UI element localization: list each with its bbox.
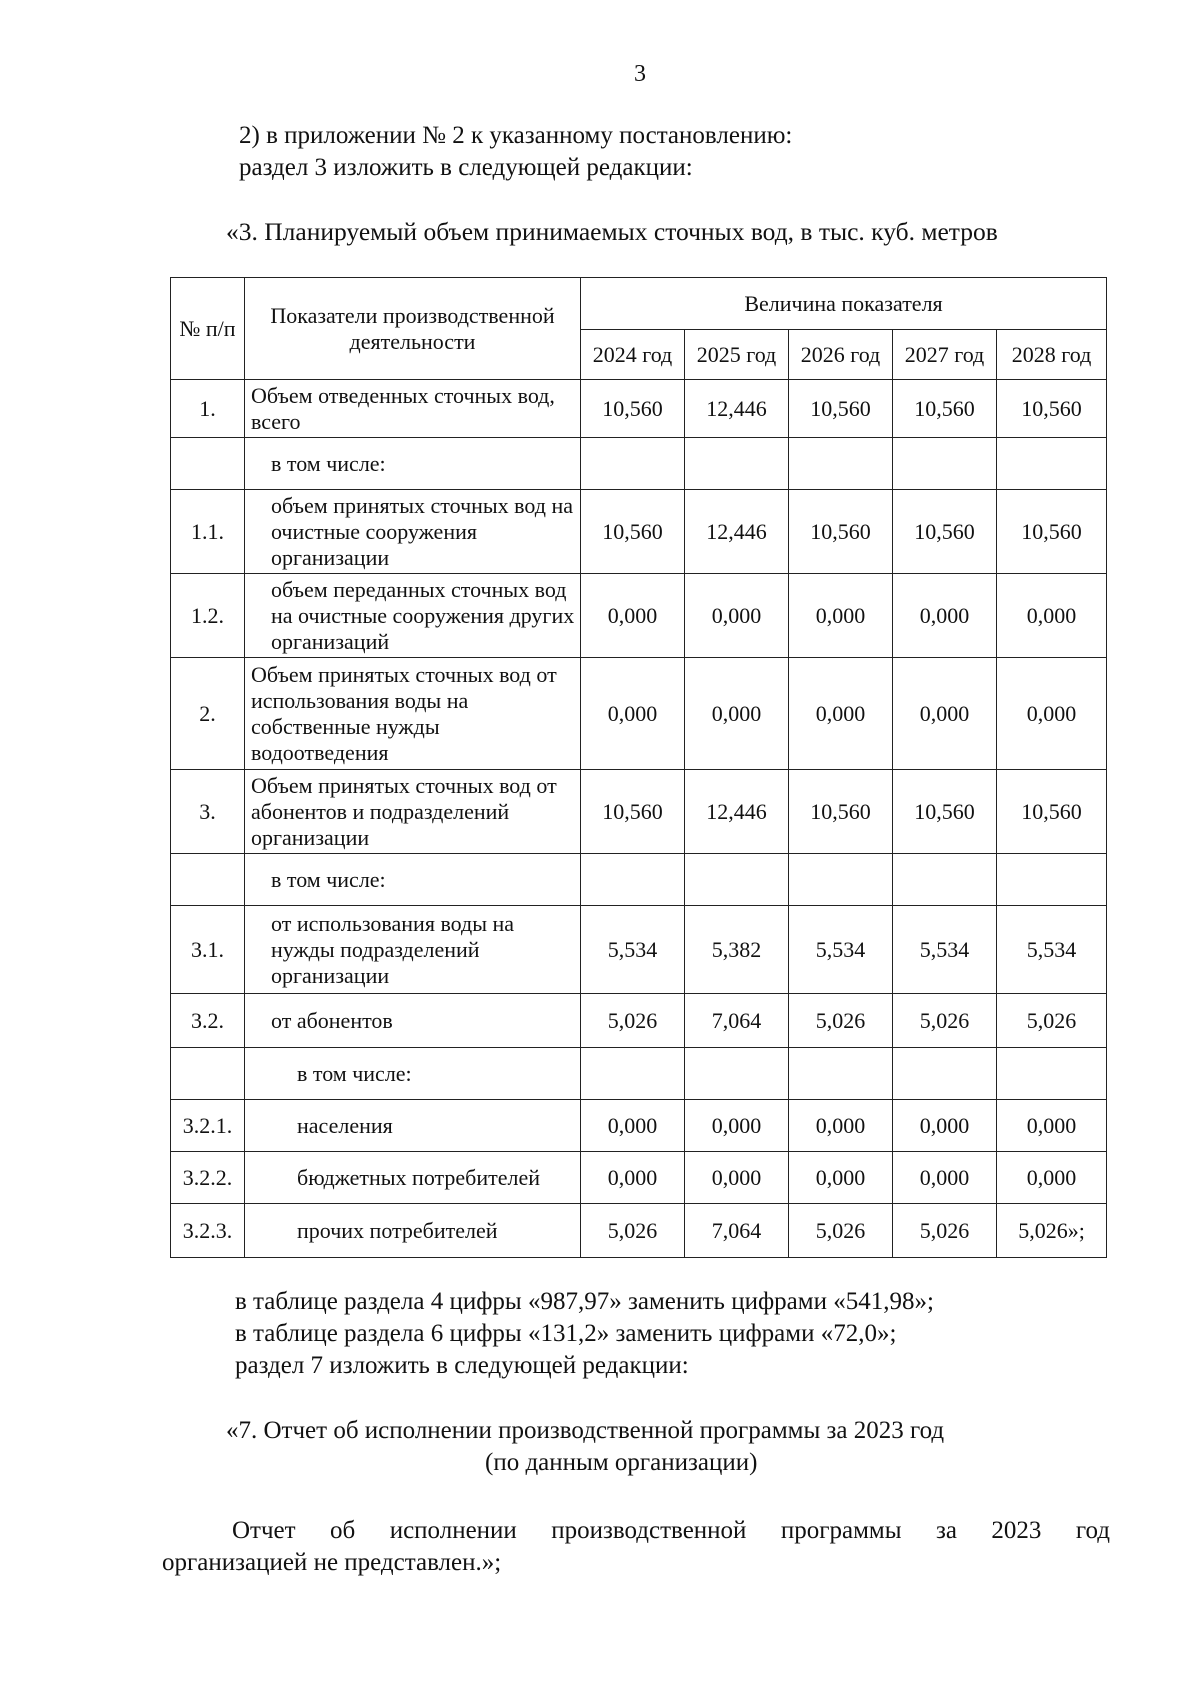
row-value: 7,064 <box>685 1204 789 1258</box>
row-number: 3.2.3. <box>171 1204 245 1258</box>
row-value: 0,000 <box>893 1100 997 1152</box>
row-indicator: в том числе: <box>245 438 581 490</box>
row-value: 5,534 <box>789 906 893 994</box>
amendment-line-2: в таблице раздела 6 цифры «131,2» заменить цифрами «72,0»; <box>235 1320 897 1347</box>
row-value: 5,534 <box>581 906 685 994</box>
row-value <box>893 854 997 906</box>
row-value: 5,534 <box>997 906 1107 994</box>
table-row <box>171 658 1107 770</box>
header-year: 2026 год <box>789 330 893 380</box>
word: 2023 <box>991 1517 1042 1544</box>
row-value: 10,560 <box>581 490 685 574</box>
table-row <box>171 574 1107 658</box>
row-value <box>893 438 997 490</box>
section-7-title-line-1: «7. Отчет об исполнении производственной программы за 2023 год <box>226 1417 945 1444</box>
row-value: 0,000 <box>893 1152 997 1204</box>
row-number: 1.1. <box>171 490 245 574</box>
row-indicator: населения <box>245 1100 581 1152</box>
word: Отчет <box>232 1517 296 1544</box>
table-row <box>171 380 1107 438</box>
row-value: 10,560 <box>997 490 1107 574</box>
row-value: 5,026 <box>997 994 1107 1048</box>
row-value <box>789 438 893 490</box>
header-year: 2028 год <box>997 330 1107 380</box>
row-value: 5,026 <box>893 1204 997 1258</box>
row-value <box>581 1048 685 1100</box>
row-value <box>997 438 1107 490</box>
report-paragraph-line-1 <box>232 1515 1110 1547</box>
header-value: Величина показателя <box>581 278 1107 330</box>
row-value: 12,446 <box>685 380 789 438</box>
table-row <box>171 490 1107 574</box>
row-value: 0,000 <box>685 658 789 770</box>
amendment-line-1: в таблице раздела 4 цифры «987,97» заменить цифрами «541,98»; <box>235 1288 934 1315</box>
row-number <box>171 854 245 906</box>
table-row <box>171 854 1107 906</box>
row-indicator: объем принятых сточных вод на очистные сооружения организации <box>245 490 581 574</box>
row-value <box>685 854 789 906</box>
row-indicator: в том числе: <box>245 1048 581 1100</box>
row-value: 5,026»; <box>997 1204 1107 1258</box>
row-value: 5,534 <box>893 906 997 994</box>
row-value <box>789 1048 893 1100</box>
row-number: 1. <box>171 380 245 438</box>
row-indicator: в том числе: <box>245 854 581 906</box>
row-number <box>171 1048 245 1100</box>
row-number: 2. <box>171 658 245 770</box>
row-number: 3. <box>171 770 245 854</box>
row-number: 1.2. <box>171 574 245 658</box>
header-indicator: Показатели производственной деятельности <box>245 278 581 380</box>
row-value: 5,026 <box>789 994 893 1048</box>
row-indicator: бюджетных потребителей <box>245 1152 581 1204</box>
row-value: 0,000 <box>893 574 997 658</box>
row-value <box>997 854 1107 906</box>
row-number: 3.2.1. <box>171 1100 245 1152</box>
wastewater-volume-table <box>170 277 1107 1258</box>
row-indicator: объем переданных сточных вод на очистные сооружения других организаций <box>245 574 581 658</box>
table-row <box>171 906 1107 994</box>
row-value: 0,000 <box>997 1100 1107 1152</box>
row-value <box>997 1048 1107 1100</box>
row-value <box>789 854 893 906</box>
row-value: 12,446 <box>685 770 789 854</box>
row-value: 0,000 <box>789 658 893 770</box>
row-indicator: от использования воды на нужды подразделений организации <box>245 906 581 994</box>
report-paragraph <box>232 1515 1110 1547</box>
amendment-line-3: раздел 7 изложить в следующей редакции: <box>235 1352 689 1379</box>
table-row <box>171 1048 1107 1100</box>
row-indicator: Объем отведенных сточных вод, всего <box>245 380 581 438</box>
row-value: 10,560 <box>789 380 893 438</box>
intro-line-2: раздел 3 изложить в следующей редакции: <box>239 154 693 181</box>
row-value: 0,000 <box>685 1152 789 1204</box>
row-value: 7,064 <box>685 994 789 1048</box>
row-indicator: Объем принятых сточных вод от абонентов и подразделений организации <box>245 770 581 854</box>
row-value: 5,026 <box>581 994 685 1048</box>
row-value: 5,026 <box>581 1204 685 1258</box>
row-value: 12,446 <box>685 490 789 574</box>
row-value: 5,026 <box>789 1204 893 1258</box>
row-value: 10,560 <box>893 380 997 438</box>
row-value: 0,000 <box>685 574 789 658</box>
section-7-title-line-2: (по данным организации) <box>485 1449 758 1476</box>
report-paragraph-line-2: организацией не представлен.»; <box>162 1549 502 1576</box>
row-value: 5,026 <box>893 994 997 1048</box>
row-value: 0,000 <box>581 1152 685 1204</box>
row-value <box>581 854 685 906</box>
section-3-title: «3. Планируемый объем принимаемых сточных вод, в тыс. куб. метров <box>226 217 998 246</box>
row-value <box>685 438 789 490</box>
row-value <box>581 438 685 490</box>
row-number: 3.2.2. <box>171 1152 245 1204</box>
page-number: 3 <box>634 61 646 87</box>
intro-line-1: 2) в приложении № 2 к указанному постановлению: <box>239 122 793 149</box>
table-row <box>171 770 1107 854</box>
row-value: 0,000 <box>789 1100 893 1152</box>
row-value: 10,560 <box>893 490 997 574</box>
row-value <box>685 1048 789 1100</box>
row-number: 3.1. <box>171 906 245 994</box>
header-row-1 <box>171 278 1107 330</box>
table-row <box>171 994 1107 1048</box>
row-indicator: от абонентов <box>245 994 581 1048</box>
row-value: 0,000 <box>997 574 1107 658</box>
row-number: 3.2. <box>171 994 245 1048</box>
row-value: 10,560 <box>997 380 1107 438</box>
header-year: 2025 год <box>685 330 789 380</box>
row-value: 10,560 <box>789 490 893 574</box>
row-value: 0,000 <box>997 1152 1107 1204</box>
table-row <box>171 1100 1107 1152</box>
row-value: 10,560 <box>581 380 685 438</box>
row-value: 10,560 <box>789 770 893 854</box>
table-row <box>171 1152 1107 1204</box>
word: программы <box>780 1517 902 1544</box>
row-value: 0,000 <box>581 574 685 658</box>
row-value: 0,000 <box>581 1100 685 1152</box>
header-year: 2027 год <box>893 330 997 380</box>
header-year: 2024 год <box>581 330 685 380</box>
row-value: 0,000 <box>997 658 1107 770</box>
word: год <box>1075 1517 1110 1544</box>
row-value: 0,000 <box>789 574 893 658</box>
row-value: 10,560 <box>997 770 1107 854</box>
row-value: 5,382 <box>685 906 789 994</box>
row-indicator: Объем принятых сточных вод от использования воды на собственные нужды водоотведения <box>245 658 581 770</box>
word: исполнении <box>389 1517 517 1544</box>
row-indicator: прочих потребителей <box>245 1204 581 1258</box>
row-number <box>171 438 245 490</box>
word: за <box>935 1517 957 1544</box>
row-value: 0,000 <box>893 658 997 770</box>
row-value <box>893 1048 997 1100</box>
row-value: 0,000 <box>581 658 685 770</box>
row-value: 0,000 <box>685 1100 789 1152</box>
row-value: 0,000 <box>789 1152 893 1204</box>
row-value: 10,560 <box>581 770 685 854</box>
table-row <box>171 438 1107 490</box>
word: об <box>330 1517 356 1544</box>
table-row <box>171 1204 1107 1258</box>
word: производственной <box>551 1517 747 1544</box>
header-number: № п/п <box>171 278 245 380</box>
row-value: 10,560 <box>893 770 997 854</box>
